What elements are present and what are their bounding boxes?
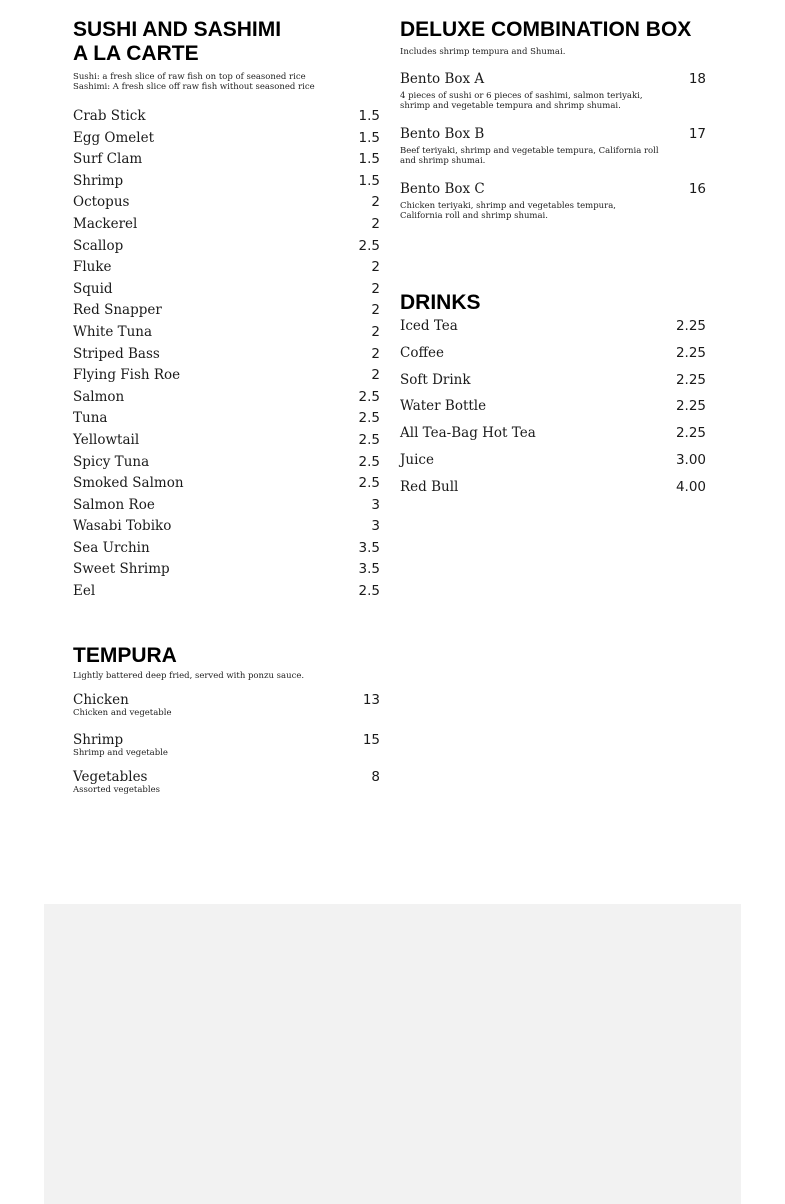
menu-item xyxy=(73,257,380,279)
item-price: 2 xyxy=(371,302,380,319)
item-name: Mackerel xyxy=(73,215,138,232)
tempura-item xyxy=(73,731,380,758)
menu-item xyxy=(73,236,380,258)
drinks-title: DRINKS xyxy=(400,291,481,314)
item-price: 2 xyxy=(371,367,380,384)
item-price: 3 xyxy=(371,518,380,535)
item-name: Iced Tea xyxy=(400,318,458,334)
menu-item xyxy=(400,393,706,420)
item-description: Shrimp and vegetable xyxy=(73,748,168,758)
menu-item xyxy=(73,473,380,495)
item-name: Shrimp xyxy=(73,732,124,748)
item-name: Sea Urchin xyxy=(73,539,150,556)
item-price: 18 xyxy=(688,71,706,87)
item-name: Wasabi Tobiko xyxy=(73,518,172,535)
sushi-section xyxy=(73,18,380,603)
bento-item xyxy=(400,125,706,166)
item-price: 2 xyxy=(371,345,380,362)
menu-item xyxy=(73,279,380,301)
item-price: 16 xyxy=(688,181,706,197)
item-name: Chicken xyxy=(73,692,129,708)
sushi-list xyxy=(73,106,380,603)
drinks-list xyxy=(400,313,706,501)
item-name: Yellowtail xyxy=(73,431,140,448)
item-name: Surf Clam xyxy=(73,151,143,168)
menu-item xyxy=(73,387,380,409)
item-price: 2.5 xyxy=(358,431,380,448)
item-name: Red Snapper xyxy=(73,302,162,319)
item-name: Juice xyxy=(400,451,434,468)
item-price: 2.25 xyxy=(675,398,706,415)
item-name: Soft Drink xyxy=(400,371,471,388)
item-name: Egg Omelet xyxy=(73,129,155,146)
item-name: Tuna xyxy=(73,410,108,427)
menu-item xyxy=(73,516,380,538)
item-price: 2.25 xyxy=(675,344,706,361)
item-name: Water Bottle xyxy=(400,398,487,415)
item-description: Beef teriyaki, shrimp and vegetable tempura, California roll and shrimp shumai. xyxy=(400,146,659,166)
item-price: 15 xyxy=(362,732,380,748)
menu-item xyxy=(73,322,380,344)
item-price: 1.5 xyxy=(358,129,380,146)
item-name: Bento Box B xyxy=(400,126,485,142)
item-name: Smoked Salmon xyxy=(73,475,184,492)
sushi-note xyxy=(73,72,380,92)
item-description: Chicken and vegetable xyxy=(73,708,172,718)
item-name: Salmon Roe xyxy=(73,496,155,513)
item-description: Assorted vegetables xyxy=(73,785,160,795)
deluxe-note: Includes shrimp tempura and Shumai. xyxy=(400,47,566,57)
item-price: 2 xyxy=(371,215,380,232)
bento-item xyxy=(400,70,706,111)
item-name: Bento Box C xyxy=(400,181,485,197)
sushi-note-line1: Sushi: a fresh slice of raw fish on top of seasoned rice xyxy=(73,72,306,82)
deluxe-title: DELUXE COMBINATION BOX xyxy=(400,18,692,41)
menu-item xyxy=(400,313,706,340)
item-price: 2.5 xyxy=(358,583,380,600)
item-price: 2.25 xyxy=(675,371,706,388)
sushi-title xyxy=(73,18,380,66)
menu-item xyxy=(400,447,706,474)
sushi-note-line2: Sashimi: A fresh slice off raw fish without seasoned rice xyxy=(73,82,315,92)
item-price: 2.5 xyxy=(358,475,380,492)
menu-item xyxy=(73,365,380,387)
menu-item xyxy=(400,367,706,394)
item-price: 13 xyxy=(362,692,380,708)
item-price: 1.5 xyxy=(358,151,380,168)
item-name: Eel xyxy=(73,583,96,600)
item-price: 2.5 xyxy=(358,237,380,254)
item-name: All Tea-Bag Hot Tea xyxy=(400,425,536,442)
item-name: Vegetables xyxy=(73,769,148,785)
item-name: Flying Fish Roe xyxy=(73,367,181,384)
item-price: 1.5 xyxy=(358,108,380,124)
menu-item xyxy=(73,581,380,603)
menu-item xyxy=(400,340,706,367)
item-price: 2.25 xyxy=(675,318,706,334)
item-name: Spicy Tuna xyxy=(73,453,150,470)
menu-item xyxy=(73,149,380,171)
menu-item xyxy=(73,495,380,517)
tempura-note: Lightly battered deep fried, served with ponzu sauce. xyxy=(73,671,305,681)
item-name: Sweet Shrimp xyxy=(73,561,170,578)
page-footer-panel xyxy=(44,904,741,1204)
menu-item xyxy=(73,538,380,560)
item-price: 2.5 xyxy=(358,410,380,427)
menu-item xyxy=(73,192,380,214)
item-price: 3.5 xyxy=(358,539,380,556)
item-name: Fluke xyxy=(73,259,112,276)
menu-item xyxy=(73,106,380,128)
sushi-title-line2: A LA CARTE xyxy=(73,42,199,65)
item-price: 2.5 xyxy=(358,388,380,405)
deluxe-section xyxy=(400,18,706,221)
item-price: 2 xyxy=(371,194,380,211)
item-price: 8 xyxy=(371,769,380,785)
tempura-title: TEMPURA xyxy=(73,644,177,667)
item-description: Chicken teriyaki, shrimp and vegetables tempura, California roll and shrimp shumai. xyxy=(400,201,616,221)
item-name: Scallop xyxy=(73,237,124,254)
item-price: 17 xyxy=(688,126,706,142)
item-name: White Tuna xyxy=(73,323,153,340)
menu-item xyxy=(73,452,380,474)
tempura-item xyxy=(73,768,380,795)
item-name: Striped Bass xyxy=(73,345,160,362)
item-name: Octopus xyxy=(73,194,130,211)
item-description: 4 pieces of sushi or 6 pieces of sashimi, salmon teriyaki, shrimp and vegetable tempura and shrimp shumai. xyxy=(400,91,643,111)
item-name: Salmon xyxy=(73,388,125,405)
menu-item xyxy=(73,408,380,430)
item-price: 3.5 xyxy=(358,561,380,578)
item-name: Red Bull xyxy=(400,478,459,495)
tempura-section xyxy=(73,644,380,795)
item-price: 3 xyxy=(371,496,380,513)
item-price: 2 xyxy=(371,280,380,297)
tempura-item xyxy=(73,691,380,718)
menu-item xyxy=(73,300,380,322)
item-name: Squid xyxy=(73,280,113,297)
item-price: 1.5 xyxy=(358,172,380,189)
sushi-title-line1: SUSHI AND SASHIMI xyxy=(73,18,282,41)
menu-item xyxy=(73,344,380,366)
menu-item xyxy=(73,171,380,193)
menu-item xyxy=(400,474,706,501)
bento-item xyxy=(400,180,706,221)
item-price: 2 xyxy=(371,323,380,340)
menu-item xyxy=(73,128,380,150)
menu-item xyxy=(400,420,706,447)
drinks-section xyxy=(400,291,706,501)
item-name: Bento Box A xyxy=(400,71,485,87)
item-name: Coffee xyxy=(400,344,445,361)
item-price: 2.5 xyxy=(358,453,380,470)
item-price: 2.25 xyxy=(675,425,706,442)
menu-item xyxy=(73,214,380,236)
item-price: 2 xyxy=(371,259,380,276)
item-name: Crab Stick xyxy=(73,108,146,124)
menu-item xyxy=(73,559,380,581)
menu-item xyxy=(73,430,380,452)
item-price: 4.00 xyxy=(675,478,706,495)
item-price: 3.00 xyxy=(675,451,706,468)
item-name: Shrimp xyxy=(73,172,124,189)
